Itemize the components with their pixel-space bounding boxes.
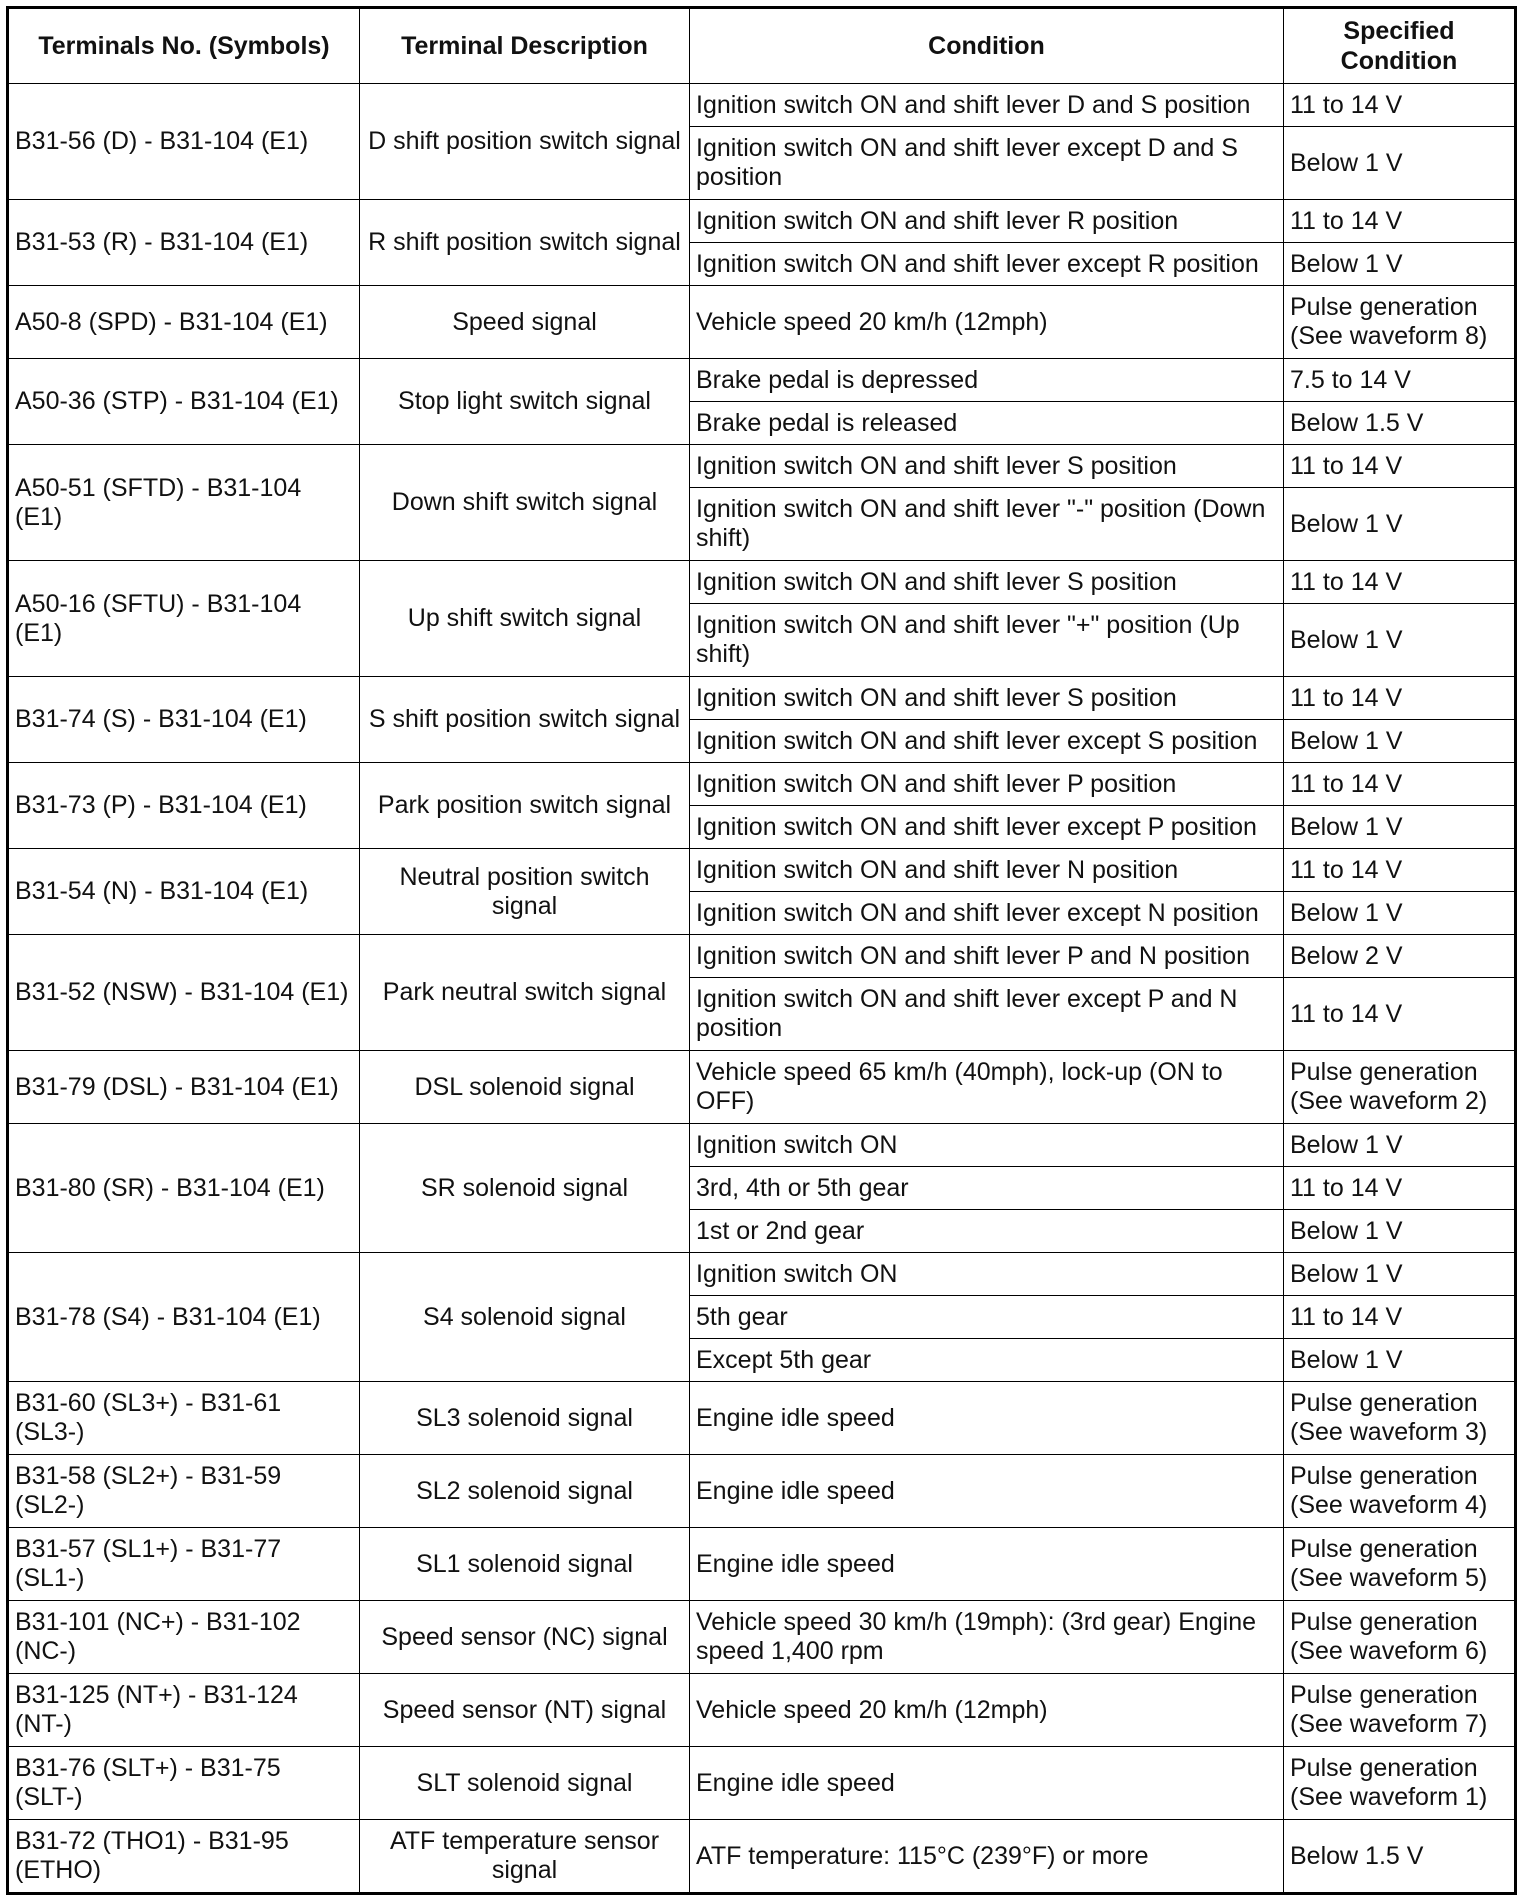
condition-cell: Ignition switch ON and shift lever "+" position (Up shift) xyxy=(690,604,1284,677)
specified-condition-cell: Pulse generation (See waveform 4) xyxy=(1284,1455,1516,1528)
condition-cell: Ignition switch ON and shift lever except R position xyxy=(690,243,1284,286)
terminal-cell: B31-78 (S4) - B31-104 (E1) xyxy=(8,1253,360,1382)
description-cell: ATF temperature sensor signal xyxy=(360,1820,690,1894)
header-description: Terminal Description xyxy=(360,8,690,84)
condition-cell: Ignition switch ON xyxy=(690,1124,1284,1167)
specified-condition-cell: 11 to 14 V xyxy=(1284,849,1516,892)
table-row xyxy=(8,935,1516,978)
condition-cell: Ignition switch ON and shift lever except N position xyxy=(690,892,1284,935)
table-header-row xyxy=(8,8,1516,84)
terminal-cell: B31-79 (DSL) - B31-104 (E1) xyxy=(8,1051,360,1124)
description-cell: SLT solenoid signal xyxy=(360,1747,690,1820)
condition-cell: Ignition switch ON and shift lever S position xyxy=(690,677,1284,720)
specified-condition-cell: Below 1.5 V xyxy=(1284,402,1516,445)
table-row xyxy=(8,84,1516,127)
specified-condition-cell: 11 to 14 V xyxy=(1284,677,1516,720)
condition-cell: Ignition switch ON and shift lever except D and S position xyxy=(690,127,1284,200)
terminal-cell: B31-54 (N) - B31-104 (E1) xyxy=(8,849,360,935)
condition-cell: Ignition switch ON and shift lever N position xyxy=(690,849,1284,892)
specified-condition-cell: Below 1 V xyxy=(1284,604,1516,677)
terminal-cell: B31-80 (SR) - B31-104 (E1) xyxy=(8,1124,360,1253)
description-cell: Up shift switch signal xyxy=(360,561,690,677)
terminal-cell: B31-52 (NSW) - B31-104 (E1) xyxy=(8,935,360,1051)
specified-condition-cell: Below 1 V xyxy=(1284,720,1516,763)
description-cell: Down shift switch signal xyxy=(360,445,690,561)
condition-cell: Ignition switch ON and shift lever S position xyxy=(690,445,1284,488)
terminal-cell: B31-101 (NC+) - B31-102 (NC-) xyxy=(8,1601,360,1674)
specified-condition-cell: Below 1.5 V xyxy=(1284,1820,1516,1894)
table-row xyxy=(8,1382,1516,1455)
specified-condition-cell: 11 to 14 V xyxy=(1284,763,1516,806)
condition-cell: Ignition switch ON and shift lever P and N position xyxy=(690,935,1284,978)
specified-condition-cell: Below 1 V xyxy=(1284,892,1516,935)
specified-condition-cell: Below 1 V xyxy=(1284,488,1516,561)
table-row xyxy=(8,561,1516,604)
table-row xyxy=(8,1528,1516,1601)
description-cell: SL1 solenoid signal xyxy=(360,1528,690,1601)
specified-condition-cell: 11 to 14 V xyxy=(1284,978,1516,1051)
condition-cell: Ignition switch ON and shift lever except P and N position xyxy=(690,978,1284,1051)
description-cell: Stop light switch signal xyxy=(360,359,690,445)
description-cell: Park position switch signal xyxy=(360,763,690,849)
condition-cell: 3rd, 4th or 5th gear xyxy=(690,1167,1284,1210)
condition-cell: Ignition switch ON and shift lever D and S position xyxy=(690,84,1284,127)
table-row xyxy=(8,359,1516,402)
specified-condition-cell: Below 1 V xyxy=(1284,806,1516,849)
description-cell: Park neutral switch signal xyxy=(360,935,690,1051)
terminal-spec-table xyxy=(6,6,1517,1895)
table-row xyxy=(8,200,1516,243)
description-cell: Speed sensor (NC) signal xyxy=(360,1601,690,1674)
specified-condition-cell: Below 2 V xyxy=(1284,935,1516,978)
condition-cell: Engine idle speed xyxy=(690,1455,1284,1528)
specified-condition-cell: Pulse generation (See waveform 7) xyxy=(1284,1674,1516,1747)
specified-condition-cell: 11 to 14 V xyxy=(1284,84,1516,127)
terminal-cell: B31-74 (S) - B31-104 (E1) xyxy=(8,677,360,763)
terminal-cell: B31-56 (D) - B31-104 (E1) xyxy=(8,84,360,200)
specified-condition-cell: Pulse generation (See waveform 2) xyxy=(1284,1051,1516,1124)
terminal-cell: B31-72 (THO1) - B31-95 (ETHO) xyxy=(8,1820,360,1894)
condition-cell: Ignition switch ON and shift lever R position xyxy=(690,200,1284,243)
specified-condition-cell: Pulse generation (See waveform 3) xyxy=(1284,1382,1516,1455)
description-cell: S shift position switch signal xyxy=(360,677,690,763)
description-cell: D shift position switch signal xyxy=(360,84,690,200)
terminal-cell: A50-36 (STP) - B31-104 (E1) xyxy=(8,359,360,445)
terminal-cell: B31-53 (R) - B31-104 (E1) xyxy=(8,200,360,286)
condition-cell: Ignition switch ON and shift lever except S position xyxy=(690,720,1284,763)
table-row xyxy=(8,677,1516,720)
condition-cell: Ignition switch ON and shift lever S position xyxy=(690,561,1284,604)
condition-cell: Ignition switch ON and shift lever except P position xyxy=(690,806,1284,849)
condition-cell: 1st or 2nd gear xyxy=(690,1210,1284,1253)
description-cell: SL2 solenoid signal xyxy=(360,1455,690,1528)
specified-condition-cell: Pulse generation (See waveform 6) xyxy=(1284,1601,1516,1674)
specified-condition-cell: 11 to 14 V xyxy=(1284,1167,1516,1210)
specified-condition-cell: 11 to 14 V xyxy=(1284,561,1516,604)
table-row xyxy=(8,445,1516,488)
condition-cell: Ignition switch ON xyxy=(690,1253,1284,1296)
description-cell: SL3 solenoid signal xyxy=(360,1382,690,1455)
condition-cell: Engine idle speed xyxy=(690,1382,1284,1455)
table-row xyxy=(8,286,1516,359)
terminal-cell: B31-57 (SL1+) - B31-77 (SL1-) xyxy=(8,1528,360,1601)
terminal-cell: B31-76 (SLT+) - B31-75 (SLT-) xyxy=(8,1747,360,1820)
table-row xyxy=(8,1253,1516,1296)
header-condition: Condition xyxy=(690,8,1284,84)
condition-cell: 5th gear xyxy=(690,1296,1284,1339)
terminal-cell: B31-58 (SL2+) - B31-59 (SL2-) xyxy=(8,1455,360,1528)
table-row xyxy=(8,1455,1516,1528)
table-row xyxy=(8,1747,1516,1820)
condition-cell: Engine idle speed xyxy=(690,1528,1284,1601)
condition-cell: Ignition switch ON and shift lever P position xyxy=(690,763,1284,806)
terminal-table-container xyxy=(6,6,1517,1895)
terminal-cell: B31-60 (SL3+) - B31-61 (SL3-) xyxy=(8,1382,360,1455)
terminal-cell: B31-73 (P) - B31-104 (E1) xyxy=(8,763,360,849)
description-cell: R shift position switch signal xyxy=(360,200,690,286)
terminal-cell: A50-51 (SFTD) - B31-104 (E1) xyxy=(8,445,360,561)
specified-condition-cell: Below 1 V xyxy=(1284,1210,1516,1253)
terminal-cell: A50-16 (SFTU) - B31-104 (E1) xyxy=(8,561,360,677)
description-cell: S4 solenoid signal xyxy=(360,1253,690,1382)
table-row xyxy=(8,1674,1516,1747)
condition-cell: Vehicle speed 65 km/h (40mph), lock-up (ON to OFF) xyxy=(690,1051,1284,1124)
description-cell: SR solenoid signal xyxy=(360,1124,690,1253)
condition-cell: Vehicle speed 20 km/h (12mph) xyxy=(690,286,1284,359)
specified-condition-cell: 7.5 to 14 V xyxy=(1284,359,1516,402)
condition-cell: Ignition switch ON and shift lever "-" position (Down shift) xyxy=(690,488,1284,561)
condition-cell: ATF temperature: 115°C (239°F) or more xyxy=(690,1820,1284,1894)
condition-cell: Vehicle speed 20 km/h (12mph) xyxy=(690,1674,1284,1747)
terminal-cell: B31-125 (NT+) - B31-124 (NT-) xyxy=(8,1674,360,1747)
description-cell: DSL solenoid signal xyxy=(360,1051,690,1124)
specified-condition-cell: Below 1 V xyxy=(1284,127,1516,200)
specified-condition-cell: Below 1 V xyxy=(1284,1339,1516,1382)
description-cell: Neutral position switch signal xyxy=(360,849,690,935)
table-row xyxy=(8,1820,1516,1894)
specified-condition-cell: Pulse generation (See waveform 5) xyxy=(1284,1528,1516,1601)
specified-condition-cell: Pulse generation (See waveform 8) xyxy=(1284,286,1516,359)
header-specified: Specified Condition xyxy=(1284,8,1516,84)
table-row xyxy=(8,1124,1516,1167)
table-row xyxy=(8,1601,1516,1674)
specified-condition-cell: Below 1 V xyxy=(1284,243,1516,286)
specified-condition-cell: 11 to 14 V xyxy=(1284,445,1516,488)
specified-condition-cell: Pulse generation (See waveform 1) xyxy=(1284,1747,1516,1820)
header-terminals: Terminals No. (Symbols) xyxy=(8,8,360,84)
condition-cell: Except 5th gear xyxy=(690,1339,1284,1382)
specified-condition-cell: 11 to 14 V xyxy=(1284,200,1516,243)
specified-condition-cell: Below 1 V xyxy=(1284,1253,1516,1296)
condition-cell: Engine idle speed xyxy=(690,1747,1284,1820)
table-row xyxy=(8,763,1516,806)
description-cell: Speed sensor (NT) signal xyxy=(360,1674,690,1747)
table-row xyxy=(8,1051,1516,1124)
table-row xyxy=(8,849,1516,892)
terminal-cell: A50-8 (SPD) - B31-104 (E1) xyxy=(8,286,360,359)
specified-condition-cell: Below 1 V xyxy=(1284,1124,1516,1167)
condition-cell: Brake pedal is released xyxy=(690,402,1284,445)
table-body xyxy=(8,84,1516,1894)
specified-condition-cell: 11 to 14 V xyxy=(1284,1296,1516,1339)
condition-cell: Vehicle speed 30 km/h (19mph): (3rd gear) Engine speed 1,400 rpm xyxy=(690,1601,1284,1674)
description-cell: Speed signal xyxy=(360,286,690,359)
condition-cell: Brake pedal is depressed xyxy=(690,359,1284,402)
